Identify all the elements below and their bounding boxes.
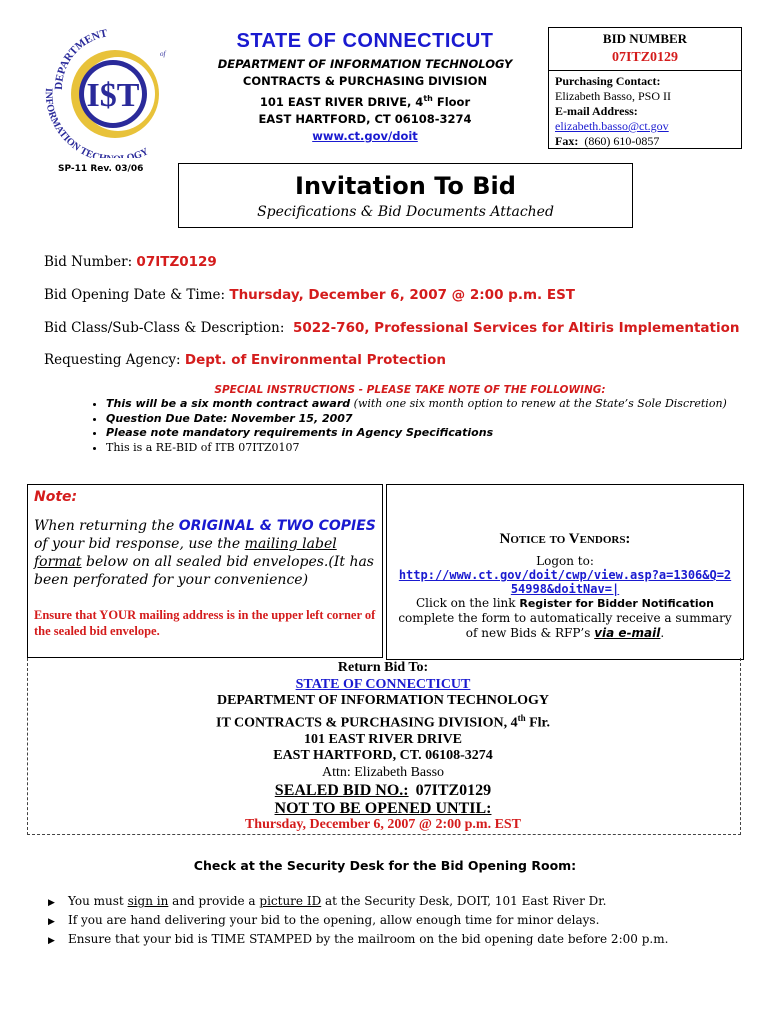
email-label: E-mail Address: — [555, 104, 638, 118]
bid-number-line — [44, 254, 217, 270]
item1-rest: (with one six month option to renew at the State’s Sole Discretion) — [350, 397, 727, 410]
dept-line: DEPARTMENT OF INFORMATION TECHNOLOGY — [217, 57, 513, 71]
fax-number: (860) 610-0857 — [584, 134, 660, 148]
via-email: via e-mail — [594, 626, 661, 640]
invitation-box — [178, 163, 633, 228]
item1-bold: This will be a six month contract award — [106, 397, 351, 410]
not-opened-label: NOT TO BE OPENED UNTIL: — [274, 799, 492, 817]
vendor-notice-box — [386, 484, 744, 660]
svg-text:I$T: I$T — [86, 77, 140, 114]
sign-in-text: sign in — [127, 894, 169, 908]
opening-line — [44, 287, 575, 303]
state-title: STATE OF CONNECTICUT — [236, 30, 494, 52]
security-heading: Check at the Security Desk for the Bid Opening Room: — [193, 858, 577, 873]
note-highlight: ORIGINAL & TWO COPIES — [178, 518, 376, 534]
agency-value: Dept. of Environmental Protection — [184, 352, 446, 368]
fax-label: Fax: — [555, 134, 579, 148]
list-item: ▶ Ensure that your bid is TIME STAMPED by the mailroom on the bid opening date before 2:00 p.m. — [48, 931, 668, 950]
opening-label: Bid Opening Date & Time: — [44, 287, 226, 303]
form-id: SP-11 Rev. 03/06 — [58, 164, 144, 174]
bid-number-value: 07ITZ0129 — [549, 50, 741, 71]
note-ensure: Ensure that YOUR mailing address is in the upper left corner of the sealed bid envelope. — [34, 608, 376, 638]
class-label: Bid Class/Sub-Class & Description: — [44, 320, 285, 336]
bid-number-label: Bid Number: — [44, 254, 133, 270]
website-link[interactable]: www.ct.gov/doit — [312, 128, 418, 143]
invitation-subtitle: Specifications & Bid Documents Attached — [257, 204, 554, 220]
arrow-bullet-icon: ▶ — [48, 936, 55, 946]
security-list — [48, 893, 668, 950]
register-text: Register for Bidder Notification — [519, 597, 714, 610]
list-item — [106, 441, 740, 456]
return-state: STATE OF CONNECTICUT — [295, 676, 471, 692]
list-item — [106, 412, 740, 427]
logon-label: Logon to: — [536, 554, 594, 568]
return-division: IT CONTRACTS & PURCHASING DIVISION, 4th Flr. — [216, 712, 550, 731]
list-item: ▶ If you are hand delivering your bid to the opening, allow enough time for minor delays. — [48, 912, 668, 931]
opening-value: Thursday, December 6, 2007 @ 2:00 p.m. EST — [229, 287, 576, 303]
mailing-label — [27, 660, 739, 834]
return-date: Thursday, December 6, 2007 @ 2:00 p.m. EST — [244, 817, 522, 833]
return-dept: DEPARTMENT OF INFORMATION TECHNOLOGY — [216, 693, 550, 708]
contact-name: Elizabeth Basso, PSO II — [555, 89, 671, 103]
item4: This is a RE-BID of ITB 07ITZ0107 — [106, 440, 300, 454]
bid-number-box — [548, 27, 742, 149]
address-line: 101 EAST RIVER DRIVE, 4th Floor — [259, 94, 471, 109]
agency-label: Requesting Agency: — [44, 352, 181, 368]
bid-number-info: 07ITZ0129 — [136, 254, 217, 270]
bidder-notification-link[interactable]: http://www.ct.gov/doit/cwp/view.asp?a=1306&Q=254998&doitNav=| — [398, 568, 732, 596]
list-item — [106, 426, 740, 441]
invitation-title: Invitation To Bid — [295, 172, 516, 200]
doit-logo — [40, 28, 190, 158]
note-box — [27, 484, 383, 658]
list-item — [106, 397, 740, 412]
sealed-label: SEALED BID NO.: — [274, 782, 409, 800]
note-body: When returning the ORIGINAL & TWO COPIES of your bid response, use the mailing label format below on all sealed bid envelopes.(It has been perforated for your convenience) — [34, 518, 376, 588]
return-street: 101 EAST RIVER DRIVE — [303, 731, 463, 747]
sealed-number: 07ITZ0129 — [415, 782, 492, 800]
division-line: CONTRACTS & PURCHASING DIVISION — [242, 74, 488, 88]
special-heading: SPECIAL INSTRUCTIONS - PLEASE TAKE NOTE OF THE FOLLOWING: — [214, 384, 606, 396]
vendor-title: Notice to Vendors: — [499, 531, 631, 547]
email-link[interactable]: elizabeth.basso@ct.gov — [555, 119, 669, 133]
class-line — [44, 320, 740, 336]
agency-header — [195, 30, 535, 145]
svg-text:DEPARTMENT: DEPARTMENT — [52, 28, 109, 91]
svg-text:INFORMATION TECHNOLOGY: INFORMATION TEC OGY — [42, 87, 151, 158]
item3: Please note mandatory requirements in Agency Specifications — [106, 426, 494, 439]
arrow-bullet-icon: ▶ — [48, 917, 55, 927]
picture-id-text: picture ID — [259, 894, 322, 908]
arrow-bullet-icon: ▶ — [48, 898, 55, 908]
note-underline: mailing label format — [34, 536, 337, 570]
note-title: Note: — [34, 489, 78, 505]
vendor-instructions: Click on the link Register for Bidder Notification complete the form to automatically receive a summary of new Bids & RFP’s via e-mail. — [398, 596, 732, 640]
return-heading: Return Bid To: — [337, 660, 429, 675]
list-item: ▶ You must sign in and provide a picture ID at the Security Desk, DOIT, 101 East River Dr. — [48, 893, 668, 912]
item2: Question Due Date: November 15, 2007 — [106, 411, 353, 425]
contact-label: Purchasing Contact: — [555, 74, 661, 88]
class-value: 5022-760, Professional Services for Altiris Implementation — [293, 320, 740, 336]
return-city: EAST HARTFORD, CT. 06108-3274 — [273, 748, 493, 764]
agency-line — [44, 352, 446, 368]
special-instructions — [80, 384, 740, 455]
city-line: EAST HARTFORD, CT 06108-3274 — [258, 111, 472, 126]
return-attn: Attn: Elizabeth Basso — [321, 764, 445, 780]
bid-number-heading: BID NUMBER — [602, 31, 688, 46]
svg-text:of: of — [160, 50, 166, 58]
